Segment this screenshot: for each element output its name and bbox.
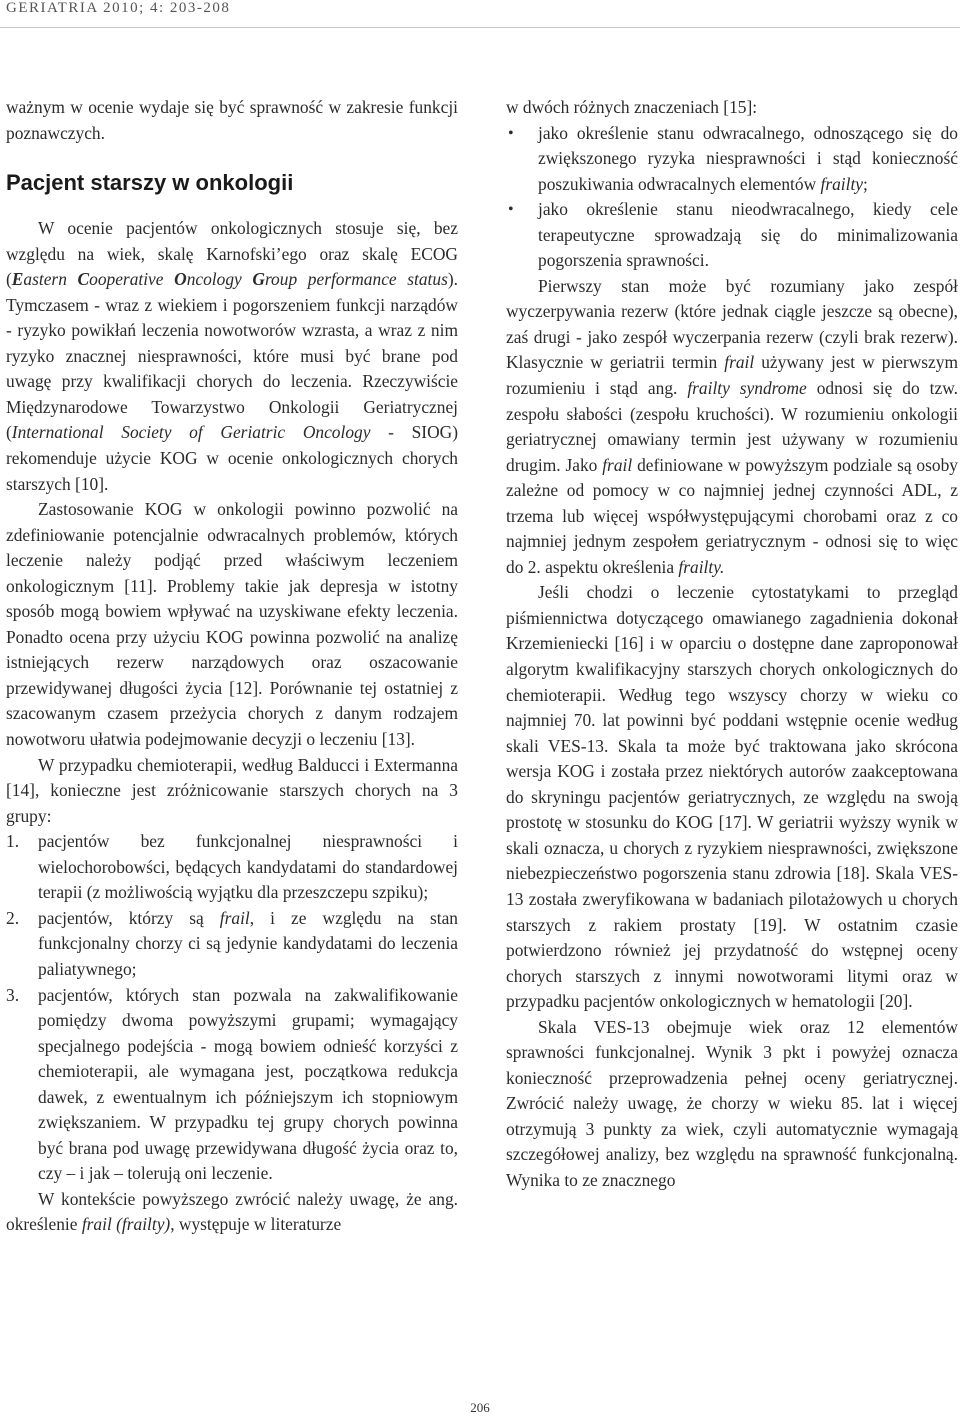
paragraph: Jeśli chodzi o leczenie cytostatykami to przegląd piśmiennictwa dotyczącego omawianego zagadnienia dokonał Krzemieniecki [16] i w oparciu o dostępne dane zaproponował algorytm kwalifikacyjny starszych chorych onkologicznych do chemioterapii. Według tego wszyscy chorzy w wieku co najmniej 70. lat powinni być poddani wstępnie ocenie według skali VES-13. Skala ta może być traktowana jako skrócona wersja KOG i została przez niektórych autorów zaakceptowana do skryningu pacjentów geriatrycznych, ze względu na swoją prostotę w stosunku do KOG [17]. W geriatrii wyższy wynik w skali oznacza, u chorych z ryzykiem niesprawności, zwiększone niebezpieczeństwo pogorszenia stanu zdrowia [18]. Skala VES-13 została zweryfikowana w badaniach pilotażowych u chorych starszych z rakiem prostaty [19]. W ostatnim czasie potwierdzono również jej przydatność do wstępnej oceny chorych starszych z innymi nowotworami litymi oraz w przypadku pacjentów onkologicznych w hematologii [20]. [506,582,958,1012]
left-column [6,95,458,1238]
bullet-list [506,121,958,274]
paragraph-continuation: ważnym w ocenie wydaje się być sprawność w zakresie funkcji poznawczych. [6,97,458,143]
header-rule [0,27,960,28]
paragraph: Zastosowanie KOG w onkologii powinno pozwolić na zdefiniowanie potencjalnie odwracalnych problemów, których leczenie należy podjąć przed właściwym leczeniem onkologicznym [11]. Problemy takie jak depresja w istotny sposób mogą bowiem wpływać na uzyskiwane efekty leczenia. Ponadto ocena przy użyciu KOG powinna pozwolić na analizę istniejących rezerw narządowych oraz oszacowanie przewidywanej długości życia [12]. Porównanie tej ostatniej z szacowanym czasem przeżycia chorych z danym rodzajem nowotworu ułatwia podejmowanie decyzji o leczeniu [13]. [6,499,458,750]
list-item: 3. pacjentów, których stan pozwala na zakwalifikowanie pomiędzy dwoma powyższymi grupami; wymagający specjalnego podejścia - mogą bowiem odnieść korzyści z chemioterapii, ale wymagana jest, początkowa redukcja dawek, z ewentualnym ich późniejszym ich stopniowym zwiększaniem. W przypadku tej grupy chorych powinna być brana pod uwagę przewidywana długość życia oraz to, czy – i jak – tolerują oni leczenie. [6,984,458,1184]
running-head: GERIATRIA 2010; 4: 203-208 [6,0,231,16]
list-item: 2. pacjentów, którzy są frail, i ze względu na stan funkcjonalny chorzy ci są jedynie kandydatami do leczenia paliatywnego; [6,907,459,979]
bullet-icon: • [508,201,514,219]
list-item: • jako określenie stanu odwracalnego, odnoszącego się do zwiększonego ryzyka niesprawności i stąd konieczność poszukiwania odwracalnych elementów frailty; [508,122,958,194]
paragraph: Pierwszy stan może być rozumiany jako zespół wyczerpywania rezerw (które jednak ciągle jeszcze są obecne), zaś drugi - jako zespół wyczerpania rezerw (czyli brak rezerw). Klasycznie w geriatrii termin frail używany jest w pierwszym rozumieniu i stąd ang. frailty syndrome odnosi się do tzw. zespołu słabości (zespołu kruchości). W rozumieniu onkologii geriatrycznej omawiany termin jest używany w rozumieniu drugim. Jako frail definiowane w powyższym podziale są osoby zależne od pomocy w co najmniej jednej czynności ADL, z trzema lub więcej współwystępującymi chorobami oraz z co najmniej jednym zespołem geriatrycznym - odnosi się to więc do 2. aspektu określenia frailty. [506,275,958,577]
paragraph: W kontekście powyższego zwrócić należy uwagę, że ang. określenie frail (frailty), występuje w literaturze [6,1188,458,1235]
paragraph-continuation: w dwóch różnych znaczeniach [15]: [506,97,758,117]
paragraph: W przypadku chemioterapii, według Balducci i Extermanna [14], konieczne jest zróżnicowanie starszych chorych na 3 grupy: [6,754,458,826]
section-heading: Pacjent starszy w onkologii [6,170,294,196]
paragraph: W ocenie pacjentów onkologicznych stosuje się, bez względu na wiek, skalę Karnofski’ego oraz skalę ECOG (Eastern Cooperative Oncology Group performance status). Tymczasem - wraz z wiekiem i pogorszeniem funkcji narządów - ryzyko powikłań leczenia nowotworów wzrasta, a wraz z nim ryzyko znacznej niesprawności, które musi być brane pod uwagę przy kwalifikacji chorych do leczenia. Rzeczywiście Międzynarodowe Towarzystwo Onkologii Geriatrycznej (International Society of Geriatric Oncology - SIOG) rekomenduje użycie KOG w ocenie onkologicznych chorych starszych [10]. [6,218,458,494]
right-column [506,95,958,1194]
numbered-list [6,829,458,1187]
paragraph: Skala VES-13 obejmuje wiek oraz 12 elementów sprawności funkcjonalnej. Wynik 3 pkt i powyżej oznacza konieczność przeprowadzenia pełnej oceny geriatrycznej. Zwrócić należy uwagę, że chorzy w wieku 85. lat i więcej otrzymują 3 punkty za wiek, czyli automatycznie wymagają szczegółowej analizy, bez względu na sprawność funkcjonalną. Wynika to ze znacznego [506,1016,958,1190]
list-item: • jako określenie stanu nieodwracalnego, kiedy cele terapeutyczne sprowadzają się do minimalizowania pogorszenia sprawności. [508,199,958,271]
bullet-icon: • [508,124,514,142]
page-number: 206 [470,1400,490,1415]
list-item: 1. pacjentów bez funkcjonalnej niesprawności i wielochorobowści, będących kandydatami do standardowej terapii (z możliwością wyjątku dla przeszczepu szpiku); [6,831,458,903]
